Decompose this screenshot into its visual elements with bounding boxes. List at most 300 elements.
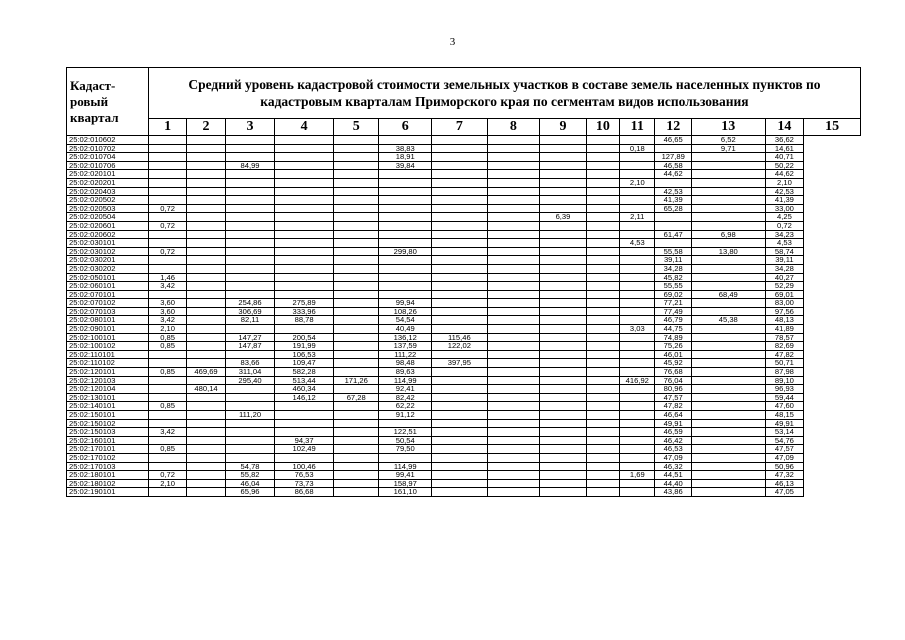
value-cell xyxy=(586,453,619,462)
value-cell xyxy=(275,264,334,273)
value-cell xyxy=(586,264,619,273)
value-cell xyxy=(691,488,765,497)
table-row xyxy=(67,213,861,222)
value-cell xyxy=(432,462,488,471)
value-cell xyxy=(333,264,379,273)
value-cell xyxy=(586,333,619,342)
value-cell xyxy=(540,282,587,291)
value-cell xyxy=(691,376,765,385)
value-cell xyxy=(691,187,765,196)
value-cell xyxy=(586,256,619,265)
value-cell xyxy=(691,368,765,377)
value-cell xyxy=(691,213,765,222)
table-row xyxy=(67,350,861,359)
value-cell xyxy=(586,402,619,411)
value-cell xyxy=(487,213,540,222)
value-cell: 44,62 xyxy=(765,170,803,179)
value-cell xyxy=(540,239,587,248)
cadastral-quarter-cell: 25:02:010602 xyxy=(67,136,149,145)
value-cell: 46,42 xyxy=(655,436,691,445)
value-cell: 3,03 xyxy=(620,325,655,334)
value-cell: 65,28 xyxy=(655,204,691,213)
value-cell: 86,68 xyxy=(275,488,334,497)
value-cell xyxy=(225,213,275,222)
value-cell xyxy=(540,488,587,497)
value-cell xyxy=(487,307,540,316)
value-cell xyxy=(620,247,655,256)
value-cell: 69,01 xyxy=(765,290,803,299)
value-cell xyxy=(333,221,379,230)
value-cell xyxy=(432,350,488,359)
value-cell xyxy=(691,462,765,471)
value-cell xyxy=(655,178,691,187)
segment-number-row xyxy=(67,119,861,136)
value-cell xyxy=(586,393,619,402)
table-row xyxy=(67,316,861,325)
value-cell: 45,92 xyxy=(655,359,691,368)
value-cell xyxy=(432,471,488,480)
value-cell xyxy=(225,282,275,291)
value-cell xyxy=(691,273,765,282)
value-cell xyxy=(187,402,225,411)
cadastral-quarter-cell: 25:02:170102 xyxy=(67,453,149,462)
value-cell xyxy=(187,488,225,497)
value-cell: 44,62 xyxy=(655,170,691,179)
value-cell xyxy=(487,402,540,411)
value-cell xyxy=(487,273,540,282)
value-cell xyxy=(487,333,540,342)
value-cell: 52,29 xyxy=(765,282,803,291)
value-cell xyxy=(432,316,488,325)
value-cell xyxy=(586,213,619,222)
value-cell xyxy=(379,264,432,273)
value-cell xyxy=(187,273,225,282)
value-cell xyxy=(620,342,655,351)
table-row xyxy=(67,471,861,480)
value-cell xyxy=(432,376,488,385)
value-cell xyxy=(487,144,540,153)
segment-column-header: 13 xyxy=(691,119,765,136)
value-cell xyxy=(586,385,619,394)
cadastral-quarter-cell: 25:02:070103 xyxy=(67,307,149,316)
value-cell xyxy=(540,136,587,145)
value-cell xyxy=(487,239,540,248)
value-cell xyxy=(586,239,619,248)
value-cell: 47,32 xyxy=(765,471,803,480)
table-row xyxy=(67,264,861,273)
value-cell: 6,52 xyxy=(691,136,765,145)
value-cell xyxy=(432,196,488,205)
value-cell xyxy=(620,333,655,342)
value-cell xyxy=(432,428,488,437)
value-cell xyxy=(275,144,334,153)
value-cell: 50,96 xyxy=(765,462,803,471)
value-cell xyxy=(620,488,655,497)
value-cell xyxy=(379,213,432,222)
value-cell xyxy=(432,144,488,153)
segment-column-header: 11 xyxy=(620,119,655,136)
value-cell xyxy=(225,153,275,162)
value-cell xyxy=(620,290,655,299)
value-cell: 582,28 xyxy=(275,368,334,377)
value-cell xyxy=(620,316,655,325)
value-cell xyxy=(148,264,186,273)
value-cell: 46,79 xyxy=(655,316,691,325)
value-cell xyxy=(432,282,488,291)
value-cell xyxy=(148,385,186,394)
value-cell xyxy=(187,325,225,334)
value-cell: 2,10 xyxy=(148,325,186,334)
value-cell xyxy=(540,471,587,480)
value-cell xyxy=(691,299,765,308)
value-cell: 0,18 xyxy=(620,144,655,153)
value-cell: 77,21 xyxy=(655,299,691,308)
table-row xyxy=(67,153,861,162)
value-cell xyxy=(586,170,619,179)
value-cell xyxy=(487,488,540,497)
table-row xyxy=(67,453,861,462)
value-cell xyxy=(148,187,186,196)
cadastral-quarter-cell: 25:02:160101 xyxy=(67,436,149,445)
value-cell xyxy=(432,239,488,248)
value-cell xyxy=(225,256,275,265)
value-cell xyxy=(333,213,379,222)
value-cell xyxy=(148,213,186,222)
value-cell: 47,60 xyxy=(765,402,803,411)
value-cell xyxy=(586,187,619,196)
value-cell xyxy=(586,368,619,377)
value-cell: 40,49 xyxy=(379,325,432,334)
value-cell xyxy=(333,307,379,316)
value-cell xyxy=(187,204,225,213)
value-cell xyxy=(225,204,275,213)
value-cell xyxy=(432,136,488,145)
value-cell: 54,78 xyxy=(225,462,275,471)
value-cell: 97,56 xyxy=(765,307,803,316)
value-cell: 76,04 xyxy=(655,376,691,385)
cadastral-quarter-cell: 25:02:030202 xyxy=(67,264,149,273)
value-cell xyxy=(540,256,587,265)
value-cell: 42,53 xyxy=(655,187,691,196)
value-cell xyxy=(620,230,655,239)
value-cell xyxy=(432,488,488,497)
value-cell xyxy=(432,187,488,196)
value-cell xyxy=(432,325,488,334)
value-cell xyxy=(148,136,186,145)
value-cell xyxy=(540,368,587,377)
value-cell xyxy=(432,161,488,170)
segment-column-header: 8 xyxy=(487,119,540,136)
value-cell xyxy=(540,178,587,187)
value-cell xyxy=(333,333,379,342)
value-cell xyxy=(620,256,655,265)
value-cell: 295,40 xyxy=(225,376,275,385)
value-cell xyxy=(148,196,186,205)
segment-column-header: 7 xyxy=(432,119,488,136)
value-cell: 50,71 xyxy=(765,359,803,368)
value-cell xyxy=(586,488,619,497)
value-cell xyxy=(540,264,587,273)
value-cell xyxy=(540,325,587,334)
value-cell xyxy=(432,479,488,488)
value-cell xyxy=(333,239,379,248)
value-cell xyxy=(487,453,540,462)
value-cell xyxy=(225,264,275,273)
value-cell xyxy=(586,221,619,230)
value-cell xyxy=(620,153,655,162)
value-cell xyxy=(379,230,432,239)
value-cell xyxy=(225,221,275,230)
value-cell: 46,04 xyxy=(225,479,275,488)
value-cell xyxy=(148,153,186,162)
value-cell: 0,72 xyxy=(148,204,186,213)
value-cell: 1,46 xyxy=(148,273,186,282)
value-cell xyxy=(691,161,765,170)
value-cell: 47,82 xyxy=(765,350,803,359)
value-cell: 3,42 xyxy=(148,282,186,291)
table-row xyxy=(67,445,861,454)
table-row xyxy=(67,187,861,196)
value-cell xyxy=(691,307,765,316)
value-cell: 47,09 xyxy=(765,453,803,462)
value-cell: 108,26 xyxy=(379,307,432,316)
cadastral-quarter-cell: 25:02:030102 xyxy=(67,247,149,256)
value-cell xyxy=(586,178,619,187)
value-cell: 480,14 xyxy=(187,385,225,394)
page-number: 3 xyxy=(449,36,456,48)
value-cell xyxy=(275,325,334,334)
value-cell xyxy=(333,436,379,445)
value-cell: 46,58 xyxy=(655,161,691,170)
value-cell: 73,73 xyxy=(275,479,334,488)
value-cell xyxy=(333,256,379,265)
value-cell: 136,12 xyxy=(379,333,432,342)
value-cell xyxy=(225,436,275,445)
value-cell xyxy=(187,290,225,299)
value-cell xyxy=(275,411,334,420)
value-cell xyxy=(586,290,619,299)
value-cell xyxy=(379,419,432,428)
value-cell xyxy=(187,282,225,291)
value-cell xyxy=(187,307,225,316)
value-cell xyxy=(432,393,488,402)
value-cell xyxy=(379,170,432,179)
value-cell xyxy=(586,136,619,145)
table-title: Средний уровень кадастровой стоимости земельных участков в составе земель населенных пунктов по кадастровым кварталам Приморского края по сегментам видов использования xyxy=(148,68,860,119)
value-cell xyxy=(540,419,587,428)
cadastral-quarter-cell: 25:02:170103 xyxy=(67,462,149,471)
table-row xyxy=(67,247,861,256)
value-cell xyxy=(487,264,540,273)
value-cell xyxy=(275,161,334,170)
value-cell xyxy=(586,359,619,368)
value-cell xyxy=(540,342,587,351)
value-cell: 416,92 xyxy=(620,376,655,385)
value-cell xyxy=(275,170,334,179)
value-cell xyxy=(333,144,379,153)
value-cell xyxy=(148,488,186,497)
value-cell xyxy=(620,393,655,402)
cadastral-quarter-cell: 25:02:020502 xyxy=(67,196,149,205)
table-row xyxy=(67,230,861,239)
value-cell xyxy=(487,230,540,239)
value-cell: 69,02 xyxy=(655,290,691,299)
value-cell: 91,12 xyxy=(379,411,432,420)
value-cell xyxy=(540,221,587,230)
value-cell: 80,96 xyxy=(655,385,691,394)
value-cell xyxy=(487,256,540,265)
value-cell xyxy=(432,419,488,428)
value-cell xyxy=(432,170,488,179)
segment-column-header: 12 xyxy=(655,119,691,136)
cadastral-quarter-cell: 25:02:190101 xyxy=(67,488,149,497)
value-cell: 99,94 xyxy=(379,299,432,308)
cadastral-value-table xyxy=(66,67,861,497)
value-cell: 102,49 xyxy=(275,445,334,454)
value-cell: 311,04 xyxy=(225,368,275,377)
value-cell xyxy=(432,368,488,377)
value-cell xyxy=(620,282,655,291)
table-row xyxy=(67,325,861,334)
value-cell: 41,39 xyxy=(765,196,803,205)
value-cell xyxy=(586,144,619,153)
value-cell: 106,53 xyxy=(275,350,334,359)
value-cell xyxy=(333,368,379,377)
value-cell: 122,51 xyxy=(379,428,432,437)
value-cell xyxy=(432,256,488,265)
cadastral-quarter-cell: 25:02:100102 xyxy=(67,342,149,351)
value-cell: 39,11 xyxy=(655,256,691,265)
value-cell xyxy=(487,428,540,437)
value-cell xyxy=(540,170,587,179)
value-cell xyxy=(333,230,379,239)
value-cell xyxy=(275,230,334,239)
value-cell: 50,54 xyxy=(379,436,432,445)
value-cell xyxy=(432,299,488,308)
value-cell xyxy=(148,161,186,170)
value-cell xyxy=(275,428,334,437)
value-cell: 161,10 xyxy=(379,488,432,497)
value-cell xyxy=(148,436,186,445)
value-cell xyxy=(487,393,540,402)
value-cell xyxy=(333,325,379,334)
value-cell: 88,78 xyxy=(275,316,334,325)
value-cell xyxy=(540,299,587,308)
value-cell xyxy=(379,221,432,230)
cadastral-quarter-cell: 25:02:060101 xyxy=(67,282,149,291)
cadastral-quarter-cell: 25:02:050101 xyxy=(67,273,149,282)
value-cell: 2,10 xyxy=(620,178,655,187)
table-row xyxy=(67,273,861,282)
value-cell xyxy=(225,402,275,411)
value-cell xyxy=(487,204,540,213)
value-cell xyxy=(379,196,432,205)
value-cell: 46,59 xyxy=(655,428,691,437)
value-cell: 333,96 xyxy=(275,307,334,316)
value-cell: 0,72 xyxy=(148,247,186,256)
value-cell xyxy=(586,230,619,239)
value-cell xyxy=(540,144,587,153)
value-cell xyxy=(691,453,765,462)
value-cell xyxy=(586,479,619,488)
value-cell: 147,27 xyxy=(225,333,275,342)
value-cell xyxy=(275,453,334,462)
value-cell: 55,55 xyxy=(655,282,691,291)
value-cell xyxy=(691,325,765,334)
value-cell xyxy=(691,221,765,230)
value-cell: 0,85 xyxy=(148,402,186,411)
table-row xyxy=(67,402,861,411)
value-cell xyxy=(620,264,655,273)
cadastral-quarter-cell: 25:02:020101 xyxy=(67,170,149,179)
value-cell xyxy=(655,239,691,248)
value-cell: 4,25 xyxy=(765,213,803,222)
value-cell xyxy=(540,187,587,196)
segment-column-header: 14 xyxy=(765,119,803,136)
cadastral-quarter-cell: 25:02:080101 xyxy=(67,316,149,325)
value-cell xyxy=(691,445,765,454)
value-cell xyxy=(620,445,655,454)
value-cell: 47,57 xyxy=(765,445,803,454)
value-cell xyxy=(620,307,655,316)
value-cell xyxy=(487,290,540,299)
value-cell: 67,28 xyxy=(333,393,379,402)
value-cell: 55,82 xyxy=(225,471,275,480)
value-cell xyxy=(187,221,225,230)
value-cell: 89,63 xyxy=(379,368,432,377)
value-cell xyxy=(225,136,275,145)
value-cell xyxy=(432,247,488,256)
value-cell: 75,26 xyxy=(655,342,691,351)
value-cell xyxy=(586,411,619,420)
value-cell xyxy=(487,385,540,394)
value-cell: 59,44 xyxy=(765,393,803,402)
cadastral-quarter-cell: 25:02:030101 xyxy=(67,239,149,248)
value-cell: 146,12 xyxy=(275,393,334,402)
cadastral-quarter-header xyxy=(67,68,149,136)
table-row xyxy=(67,144,861,153)
value-cell xyxy=(187,136,225,145)
value-cell xyxy=(691,471,765,480)
value-cell: 33,00 xyxy=(765,204,803,213)
value-cell: 49,91 xyxy=(765,419,803,428)
value-cell: 513,44 xyxy=(275,376,334,385)
value-cell xyxy=(379,273,432,282)
cadastral-quarter-cell: 25:02:010706 xyxy=(67,161,149,170)
value-cell xyxy=(432,385,488,394)
value-cell xyxy=(432,411,488,420)
table-row xyxy=(67,428,861,437)
value-cell: 111,22 xyxy=(379,350,432,359)
value-cell xyxy=(333,350,379,359)
value-cell: 115,46 xyxy=(432,333,488,342)
value-cell xyxy=(333,282,379,291)
value-cell xyxy=(540,316,587,325)
value-cell xyxy=(225,428,275,437)
value-cell xyxy=(586,471,619,480)
value-cell xyxy=(187,178,225,187)
value-cell: 460,34 xyxy=(275,385,334,394)
value-cell: 3,42 xyxy=(148,316,186,325)
segment-column-header: 5 xyxy=(333,119,379,136)
value-cell xyxy=(225,419,275,428)
value-cell: 42,53 xyxy=(765,187,803,196)
value-cell xyxy=(487,221,540,230)
value-cell xyxy=(586,247,619,256)
value-cell xyxy=(148,411,186,420)
value-cell: 3,60 xyxy=(148,299,186,308)
value-cell xyxy=(540,204,587,213)
